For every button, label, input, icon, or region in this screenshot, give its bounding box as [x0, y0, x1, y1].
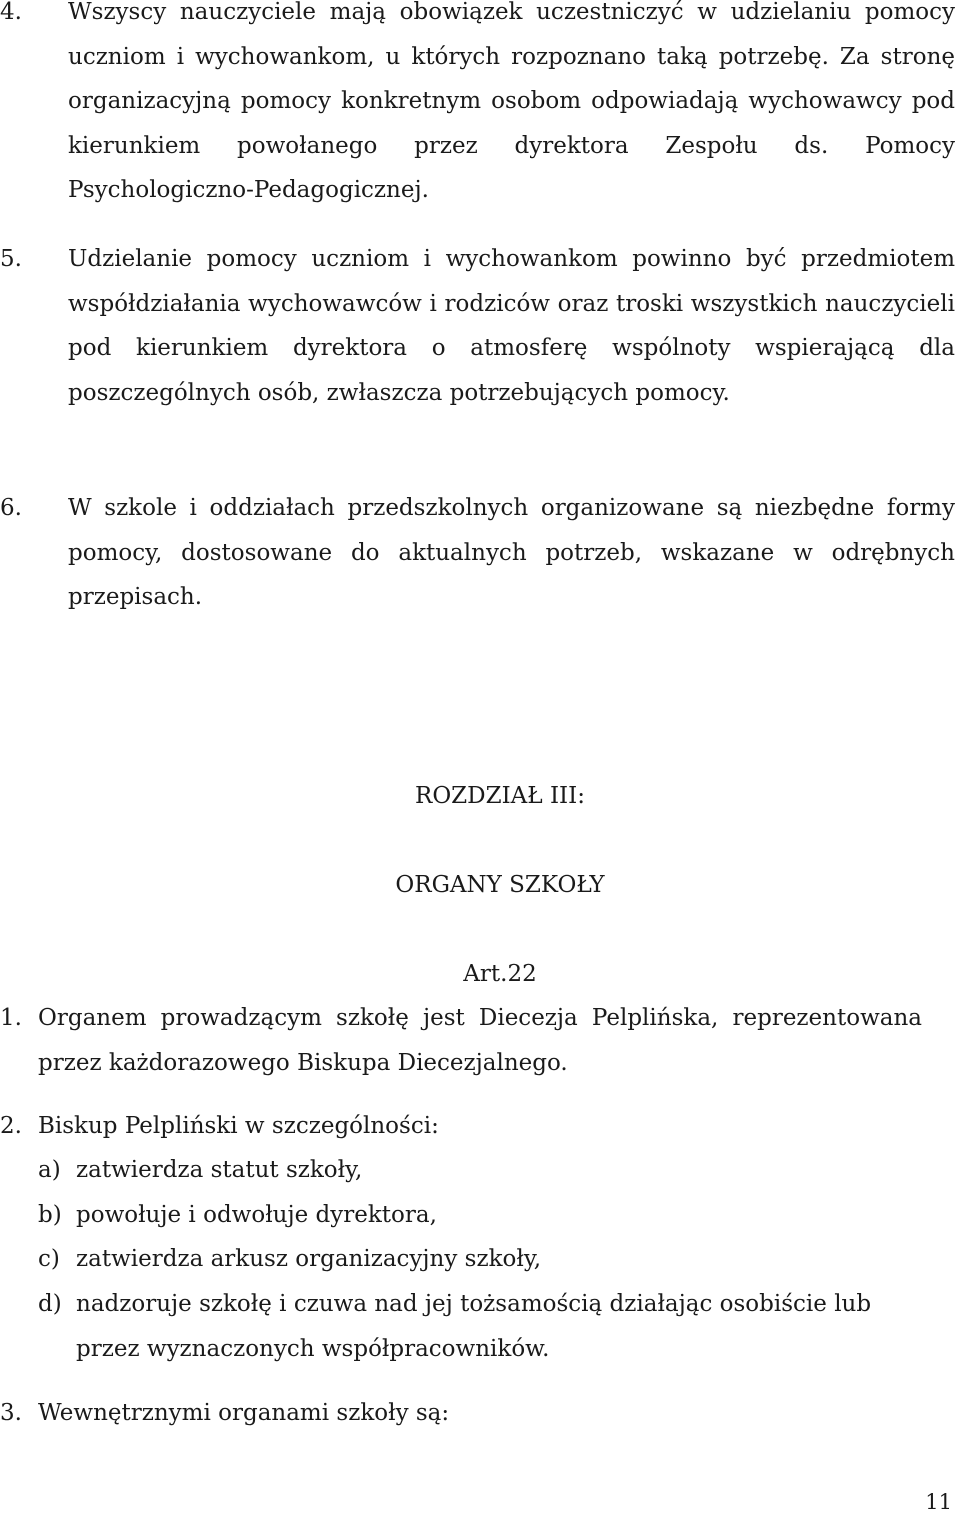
sub-item-text: nadzoruje szkołę i czuwa nad jej tożsamością działając osobiście lub przez wyznaczonych współpracowników. [76, 1291, 872, 1362]
page-number: 11 [925, 1490, 952, 1514]
item-number: 3. [0, 1400, 22, 1426]
sub-item-letter: a) [38, 1157, 61, 1183]
list-item-3 [0, 1391, 922, 1436]
list-item-1 [0, 996, 922, 1085]
item-number: 6. [0, 495, 22, 521]
item-text: W szkole i oddziałach przedszkolnych organizowane są niezbędne formy pomocy, dostosowane do aktualnych potrzeb, wskazane w odrębnych przepisach. [68, 495, 955, 610]
sub-item-d [38, 1282, 922, 1371]
sub-item-letter: c) [38, 1246, 60, 1272]
sub-item-letter: d) [38, 1291, 62, 1317]
item-number: 4. [0, 0, 22, 25]
list-item-2 [0, 1104, 922, 1149]
sub-item-text: zatwierdza arkusz organizacyjny szkoły, [76, 1246, 542, 1272]
item-text: Wszyscy nauczyciele mają obowiązek uczestniczyć w udzielaniu pomocy uczniom i wychowankom, u których rozpoznano taką potrzebę. Za stronę organizacyjną pomocy konkretnym osobom odpowiadają wychowawcy pod kierunkiem powołanego przez dyrektora Zespołu ds. Pomocy Psychologiczno-Pedagogicznej. [68, 0, 955, 203]
sub-item-text: zatwierdza statut szkoły, [76, 1157, 363, 1183]
article-number: Art.22 [463, 961, 537, 987]
item-number: 1. [0, 1005, 22, 1031]
sub-item-b [38, 1193, 922, 1238]
list-item-6 [0, 486, 955, 620]
item-text: Wewnętrznymi organami szkoły są: [38, 1400, 450, 1426]
list-item-4 [0, 0, 955, 213]
chapter-heading: ROZDZIAŁ III: [415, 783, 585, 809]
item-number: 2. [0, 1113, 22, 1139]
item-text: Biskup Pelpliński w szczególności: [38, 1113, 439, 1139]
sub-item-letter: b) [38, 1202, 62, 1228]
sub-item-text: powołuje i odwołuje dyrektora, [76, 1202, 437, 1228]
list-item-5 [0, 237, 955, 415]
item-text: Udzielanie pomocy uczniom i wychowankom powinno być przedmiotem współdziałania wychowawców i rodziców oraz troski wszystkich nauczycieli pod kierunkiem dyrektora o atmosferę wspólnoty wspierającą dla poszczególnych osób, zwłaszcza potrzebujących pomocy. [68, 246, 955, 406]
item-number: 5. [0, 246, 22, 272]
sub-item-a [38, 1148, 922, 1193]
sub-item-c [38, 1237, 922, 1282]
chapter-title: ORGANY SZKOŁY [395, 872, 605, 898]
item-text: Organem prowadzącym szkołę jest Diecezja Pelplińska, reprezentowana przez każdorazowego Biskupa Diecezjalnego. [38, 1005, 922, 1076]
